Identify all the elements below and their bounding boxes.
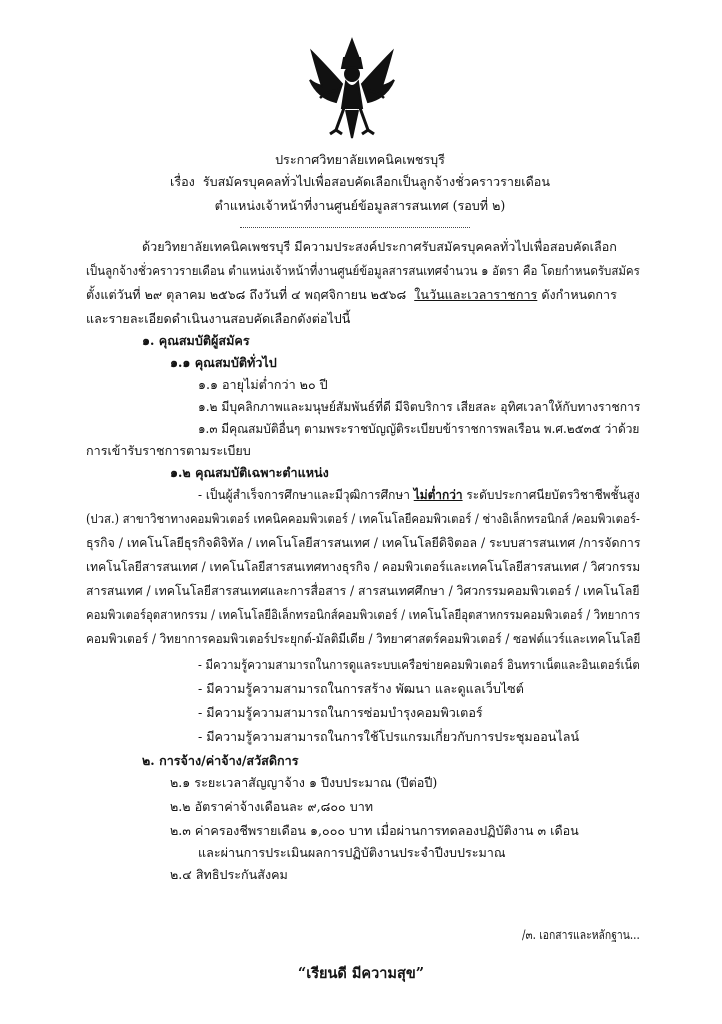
college-motto: “เรียนดี มีความสุข” bbox=[297, 965, 425, 982]
major-line: คอมพิวเตอร์อุตสาหกรรม / เทคโนโลยีอิเล็กทรอนิกส์คอมพิวเตอร์ / เทคโนโลยีอุตสาหกรรมคอมพิวเตอร์ / วิทยาการ bbox=[86, 607, 641, 622]
intro-line-2: เป็นลูกจ้างชั่วคราวรายเดือน ตำแหน่งเจ้าหน้าที่งานศูนย์ข้อมูลสารสนเทศจำนวน ๑ อัตรา คือ โดยกำหนดรับสมัคร bbox=[86, 263, 640, 278]
intro-dates: ตั้งแต่วันที่ ๒๙ ตุลาคม ๒๕๖๘ ถึงวันที่ ๔ พฤศจิกายน ๒๕๖๘ bbox=[86, 287, 407, 302]
section-2-heading: ๒. การจ้าง/ค่าจ้าง/สวัสดิการ bbox=[142, 753, 299, 768]
intro-schedule: ดังกำหนดการ bbox=[541, 287, 617, 302]
minimum-level-text: ไม่ต่ำกว่า bbox=[413, 487, 463, 502]
skill-item: - มีความรู้ความสามารถในการใช้โปรแกรมเกี่ยวกับการประชุมออนไลน์ bbox=[198, 729, 580, 744]
announcement-title: ประกาศวิทยาลัยเทคนิคเพชรบุรี bbox=[275, 152, 445, 167]
employment-item-2: ๒.๒ อัตราค่าจ้างเดือนละ ๙,๘๐๐ บาท bbox=[170, 799, 374, 814]
office-hours-text: ในวันและเวลาราชการ bbox=[414, 287, 538, 302]
section-1-heading: ๑. คุณสมบัติผู้สมัคร bbox=[142, 333, 250, 348]
specific-qualifications-heading: ๑.๒ คุณสมบัติเฉพาะตำแหน่ง bbox=[170, 465, 329, 480]
major-line: (ปวส.) สาขาวิชาทางคอมพิวเตอร์ เทคนิคคอมพิวเตอร์ / เทคโนโลยีคอมพิวเตอร์ / ช่างอิเล็กทรอนิกส์ /คอมพิวเตอร์- bbox=[86, 511, 640, 526]
intro-line-4: และรายละเอียดดำเนินงานสอบคัดเลือกดังต่อไปนี้ bbox=[86, 311, 351, 326]
continuation-note: /๓. เอกสารและหลักฐาน... bbox=[522, 927, 640, 942]
subject-text: รับสมัครบุคคลทั่วไปเพื่อสอบคัดเลือกเป็นลูกจ้างชั่วคราวรายเดือน bbox=[202, 174, 550, 189]
major-line: ธุรกิจ / เทคโนโลยีธุรกิจดิจิทัล / เทคโนโลยีสารสนเทศ / เทคโนโลยีดิจิตอล / ระบบสารสนเทศ /การจัดการ bbox=[86, 535, 641, 550]
skill-item: - มีความรู้ความสามารถในการซ่อมบำรุงคอมพิวเตอร์ bbox=[198, 705, 483, 720]
garuda-emblem-icon bbox=[306, 34, 398, 144]
subject-label: เรื่อง bbox=[170, 174, 195, 189]
education-text-a: - เป็นผู้สำเร็จการศึกษาและมีวุฒิการศึกษา bbox=[198, 487, 410, 502]
general-item-2: ๑.๒ มีบุคลิกภาพและมนุษย์สัมพันธ์ที่ดี มีจิตบริการ เสียสละ อุทิศเวลาให้กับทางราชการ bbox=[198, 399, 641, 414]
header-divider bbox=[240, 227, 470, 228]
major-line: สารสนเทศ / เทคโนโลยีสารสนเทศและการสื่อสาร / สารสนเทศศึกษา / วิศวกรรมคอมพิวเตอร์ / เทคโนโลยี bbox=[86, 583, 640, 598]
employment-item-3: ๒.๓ ค่าครองชีพรายเดือน ๑,๐๐๐ บาท เมื่อผ่านการทดลองปฏิบัติงาน ๓ เดือน bbox=[170, 823, 579, 838]
general-item-1: ๑.๑ อายุไม่ต่ำกว่า ๒๐ ปี bbox=[198, 377, 328, 392]
education-requirement bbox=[198, 486, 640, 504]
intro-line-1: ด้วยวิทยาลัยเทคนิคเพชรบุรี มีความประสงค์ประกาศรับสมัครบุคคลทั่วไปเพื่อสอบคัดเลือก bbox=[142, 239, 617, 254]
skill-item: - มีความรู้ความสามารถในการสร้าง พัฒนา และดูแลเว็บไซต์ bbox=[198, 681, 524, 696]
employment-item-3-cont: และผ่านการประเมินผลการปฏิบัติงานประจำปีงบประมาณ bbox=[198, 845, 506, 860]
education-text-b: ระดับประกาศนียบัตรวิชาชีพชั้นสูง bbox=[466, 487, 640, 502]
employment-item-4: ๒.๔ สิทธิประกันสังคม bbox=[170, 867, 288, 882]
major-line: เทคโนโลยีสารสนเทศ / เทคโนโลยีสารสนเทศทางธุรกิจ / คอมพิวเตอร์และเทคโนโลยีสารสนเทศ / วิศวกรรม bbox=[86, 559, 641, 574]
intro-line-3 bbox=[86, 286, 617, 304]
major-line: คอมพิวเตอร์ / วิทยาการคอมพิวเตอร์ประยุกต์-มัลติมีเดีย / วิทยาศาสตร์คอมพิวเตอร์ / ซอฟต์แวร์และเทคโนโลยี bbox=[86, 631, 641, 646]
announcement-subject bbox=[150, 172, 570, 192]
general-item-3-cont: การเข้ารับราชการตามระเบียบ bbox=[86, 443, 251, 458]
position-line: ตำแหน่งเจ้าหน้าที่งานศูนย์ข้อมูลสารสนเทศ (รอบที่ ๒) bbox=[214, 198, 506, 213]
skill-item: - มีความรู้ความสามารถในการดูแลระบบเครือข่ายคอมพิวเตอร์ อินทราเน็ตและอินเตอร์เน็ต bbox=[198, 657, 640, 672]
employment-item-1: ๒.๑ ระยะเวลาสัญญาจ้าง ๑ ปีงบประมาณ (ปีต่อปี) bbox=[170, 775, 438, 790]
general-item-3: ๑.๓ มีคุณสมบัติอื่นๆ ตามพระราชบัญญัติระเบียบข้าราชการพลเรือน พ.ศ.๒๕๓๕ ว่าด้วย bbox=[198, 421, 640, 436]
general-qualifications-heading: ๑.๑ คุณสมบัติทั่วไป bbox=[170, 355, 277, 370]
